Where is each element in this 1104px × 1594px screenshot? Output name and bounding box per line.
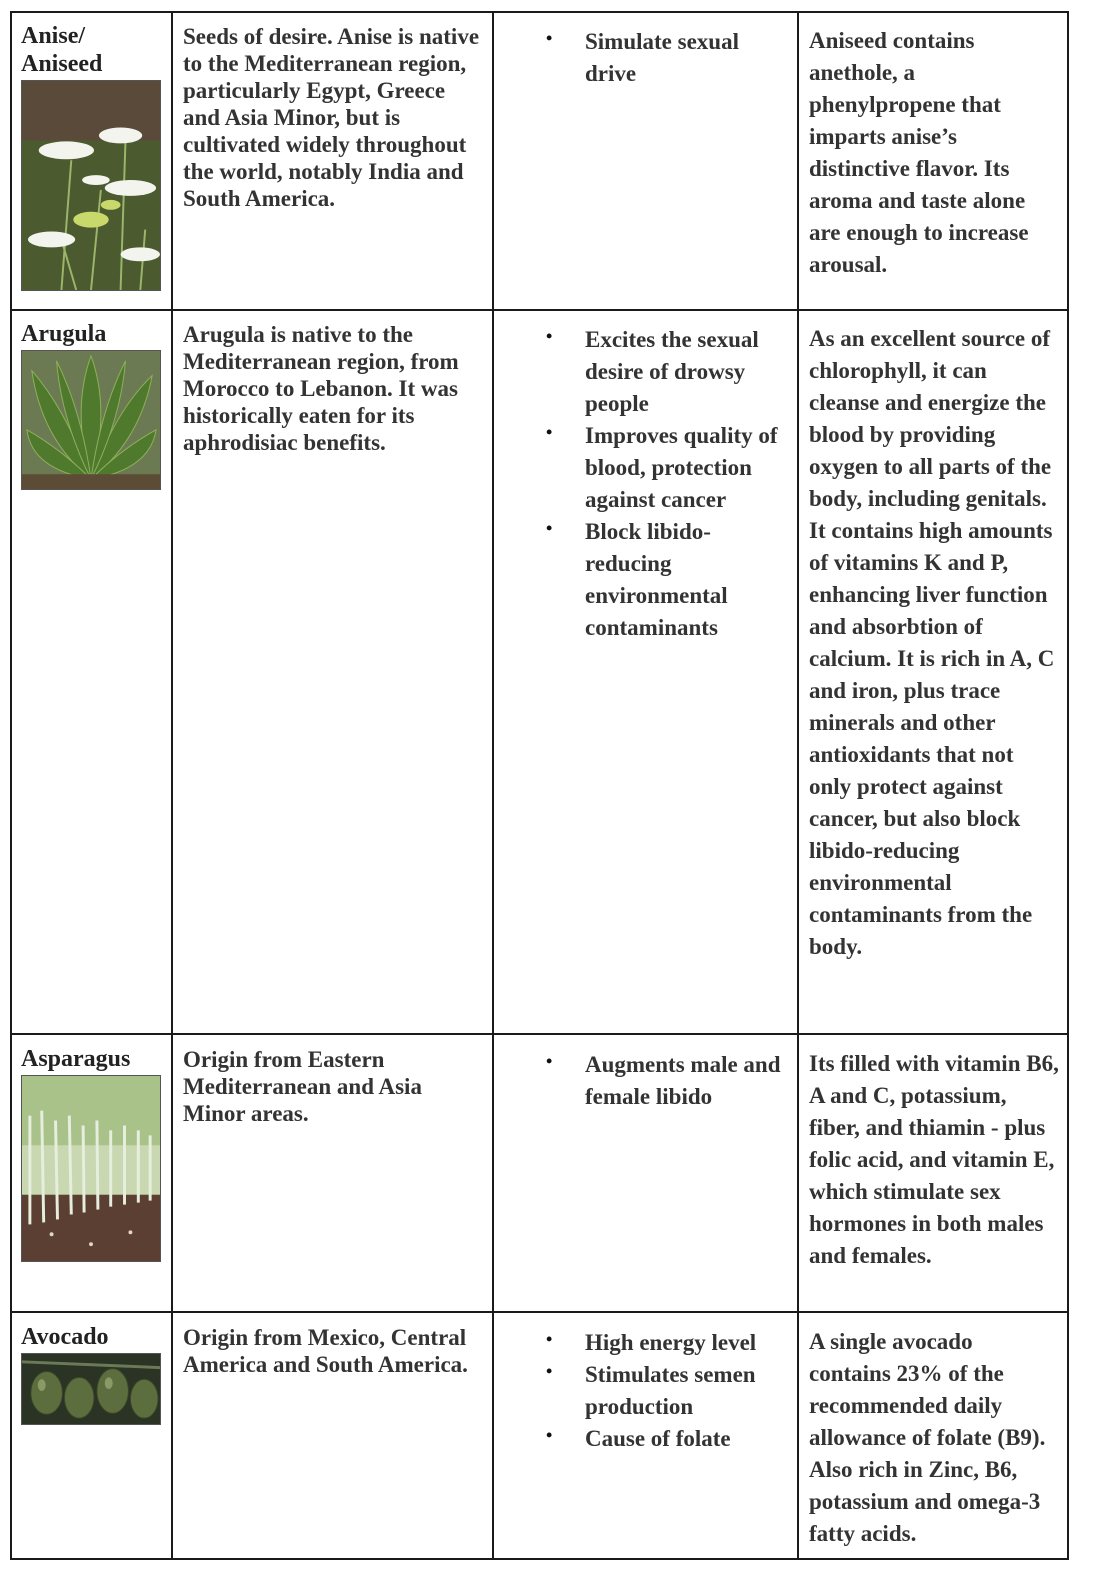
column-divider [797,11,799,1560]
bullet-icon: • [546,1425,553,1445]
benefits-list [546,1049,786,1113]
row-divider [10,1033,1069,1035]
list-item: • Excites the sexual desire of drowsy people [546,326,759,416]
details-text: As an excellent source of chlorophyll, it can cleanse and energize the blood by providing oxygen to all parts of the body, including genitals. It contains high amounts of vitamins K and P, enhancing liver function and absorbtion of calcium. It is rich in A, C and iron, plus trace minerals and other antioxidants that not only protect against cancer, but also block libido-reducing environmental contaminants from the body. [809,326,1055,959]
table-row-avocado [21,1323,169,1425]
benefits-list [546,324,786,644]
table-row-asparagus [21,1045,169,1262]
bullet-icon: • [546,422,553,442]
benefits-cell [546,324,786,644]
anise-photo [21,80,161,291]
list-item: • Simulate sexual drive [546,28,739,86]
origin-text: Origin from Mexico, Central America and South America. [183,1325,468,1377]
list-item: • Cause of folate [546,1425,731,1451]
details-text: Aniseed contains anethole, a phenylpropene that imparts anise’s distinctive flavor. Its aroma and taste alone are enough to increase arousal. [809,28,1029,277]
list-item: • Block libido-reducing environmental contaminants [546,518,728,640]
benefits-list [546,1327,786,1455]
benefits-cell [546,26,786,90]
bullet-icon: • [546,28,553,48]
details-text: Its filled with vitamin B6, A and C, potassium, fiber, and thiamin - plus folic acid, and vitamin E, which stimulate sex hormones in both males and females. [809,1051,1059,1268]
asparagus-photo [21,1075,161,1262]
table-row-anise [21,22,169,291]
list-item: • Stimulates semen production [546,1361,756,1419]
details-text: A single avocado contains 23% of the recommended daily allowance of folate (B9). Also rich in Zinc, B6, potassium and omega-3 fatty acids. [809,1329,1046,1546]
avocado-photo [21,1353,161,1425]
list-item: • Augments male and female libido [546,1051,781,1109]
benefits-cell [546,1049,786,1113]
list-item: • High energy level [546,1329,757,1355]
row-divider [10,1311,1069,1313]
origin-text: Origin from Eastern Mediterranean and Asia Minor areas. [183,1047,422,1126]
table-row-arugula [21,320,169,490]
plant-name: Anise/ Aniseed [21,23,103,77]
bullet-icon: • [546,326,553,346]
column-divider [492,11,494,1560]
plant-name: Asparagus [21,1046,131,1072]
bullet-icon: • [546,1329,553,1349]
bullet-icon: • [546,1051,553,1071]
origin-text: Seeds of desire. Anise is native to the Mediterranean region, particularly Egypt, Greece and Asia Minor, but is cultivated widely throughout the world, notably India and South America. [183,24,480,211]
column-divider [171,11,173,1560]
row-divider [10,309,1069,311]
bullet-icon: • [546,1361,553,1381]
benefits-cell [546,1327,786,1455]
list-item: • Improves quality of blood, protection against cancer [546,422,778,512]
benefits-list [546,26,786,90]
plant-name: Arugula [21,321,107,347]
arugula-photo [21,350,161,490]
origin-text: Arugula is native to the Mediterranean region, from Morocco to Lebanon. It was historically eaten for its aphrodisiac benefits. [183,322,459,455]
plant-name: Avocado [21,1324,109,1350]
bullet-icon: • [546,518,553,538]
